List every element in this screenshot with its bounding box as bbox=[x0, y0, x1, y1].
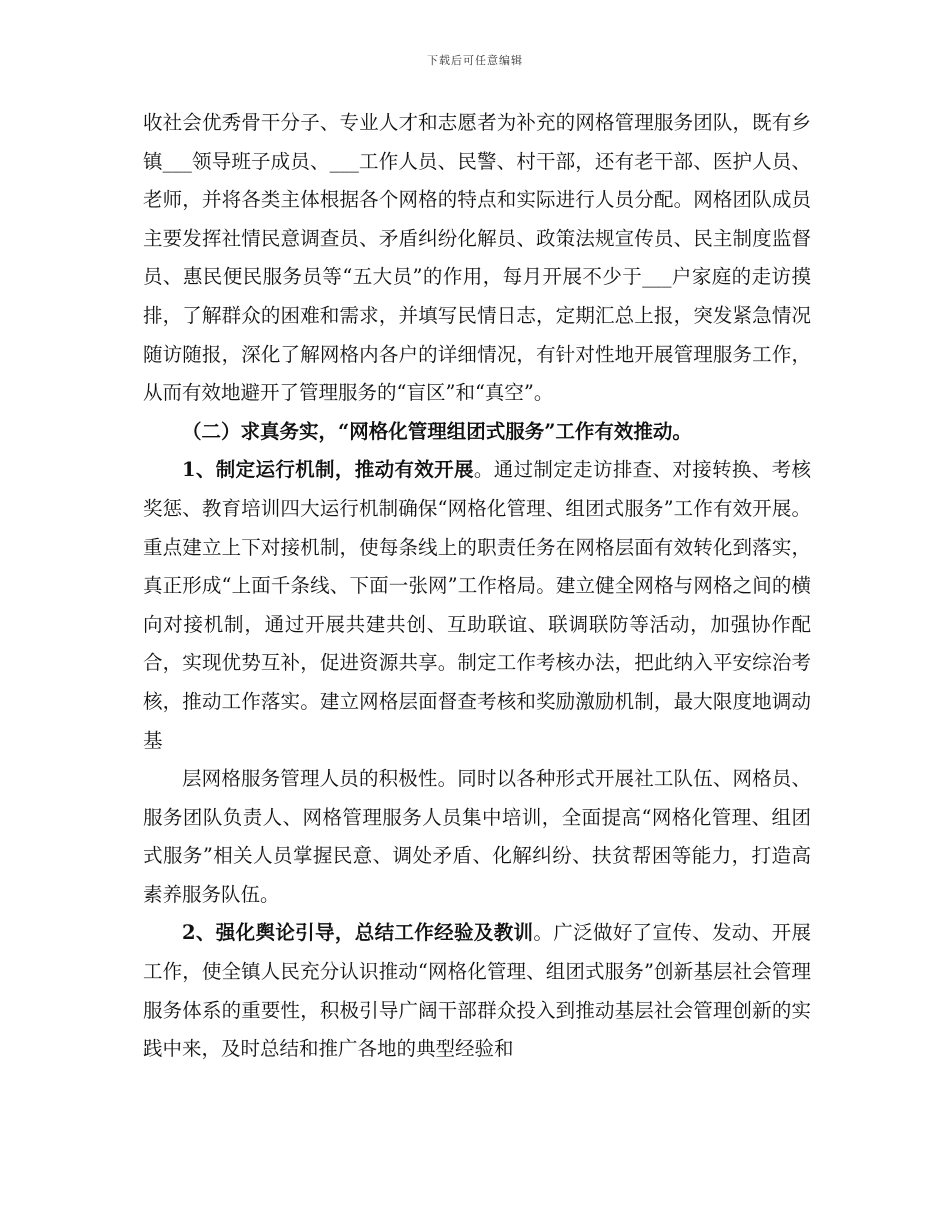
paragraph-text: 层网格服务管理人员的积极性。同时以各种形式开展社工队伍、网格员、服务团队负责人、网格管理服务人员集中培训，全面提高“网格化管理、组团式服务”相关人员掌握民意、调处矛盾、化解纠纷、扶贫帮困等能力，打造高素养服务队伍。 bbox=[143, 767, 811, 906]
section-heading bbox=[143, 413, 811, 452]
paragraph-text: 收社会优秀骨干分子、专业人才和志愿者为补充的网格管理服务团队，既有乡镇___领导班子成员、___工作人员、民警、村干部，还有老干部、医护人员、老师，并将各类主体根据各个网格的特点和实际进行人员分配。网格团队成员主要发挥社情民意调查员、矛盾纠纷化解员、政策法规宣传员、民主制度监督员、惠民便民服务员等“五大员”的作用，每月开展不少于___户家庭的走访摸排，了解群众的困难和需求，并填写民情日志，定期汇总上报，突发紧急情况随访随报，深化了解网格内各户的详细情况，有针对性地开展管理服务工作，从而有效地避开了管理服务的“盲区”和“真空”。 bbox=[143, 111, 811, 405]
paragraph-text: 。通过制定走访排查、对接转换、考核奖惩、教育培训四大运行机制确保“网格化管理、组团式服务”工作有效开展。重点建立上下对接机制，使每条线上的职责任务在网格层面有效转化到落实，真正形成“上面千条线、下面一张网”工作格局。建立健全网格与网格之间的横向对接机制，通过开展共建共创、互助联谊、联调联防等活动，加强协作配合，实现优势互补，促进资源共享。制定工作考核办法，把此纳入平安综治考核，推动工作落实。建立网格层面督查考核和奖励激励机制，最大限度地调动基 bbox=[143, 458, 811, 752]
document-body bbox=[143, 104, 811, 1069]
paragraph-text: 。广泛做好了宣传、发动、开展工作，使全镇人民充分认识推动“网格化管理、组团式服务”创新基层社会管理服务体系的重要性，积极引导广阔干部群众投入到推动基层社会管理创新的实践中来，及时总结和推广各地的典型经验和 bbox=[143, 921, 811, 1061]
paragraph-mechanism bbox=[143, 451, 811, 760]
paragraph-publicity bbox=[143, 914, 811, 1068]
paragraph-lead: 1、制定运行机制，推动有效开展 bbox=[182, 458, 474, 482]
heading-text: （二）求真务实，“网格化管理组团式服务”工作有效推动。 bbox=[182, 419, 692, 443]
paragraph-lead: 2、强化舆论引导，总结工作经验及教训 bbox=[182, 921, 534, 945]
paragraph-training bbox=[143, 760, 811, 914]
page-header: 下载后可任意编辑 bbox=[427, 54, 523, 67]
paragraph-team-composition bbox=[143, 104, 811, 413]
